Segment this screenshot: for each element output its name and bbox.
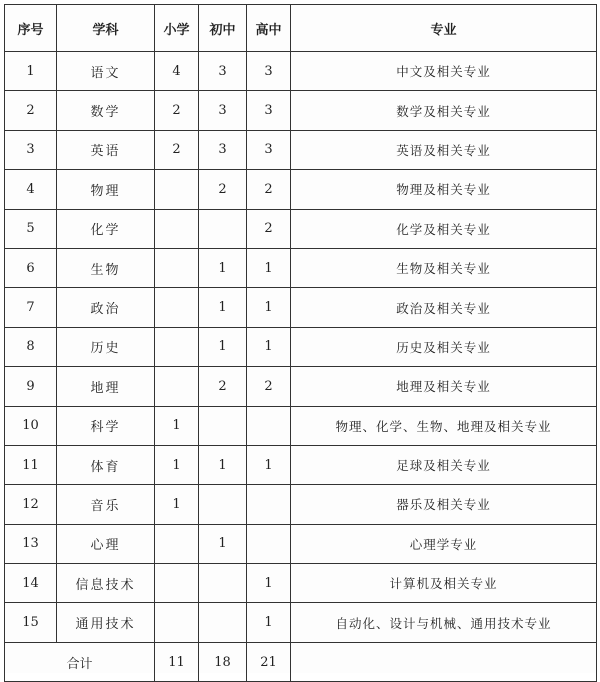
cell-index: 10 — [5, 406, 57, 445]
cell-subject: 地理 — [57, 367, 155, 406]
cell-subject: 科学 — [57, 406, 155, 445]
cell-junior: 1 — [199, 445, 247, 484]
cell-major: 心理学专业 — [291, 524, 597, 563]
cell-senior: 1 — [247, 445, 291, 484]
cell-subject: 化学 — [57, 209, 155, 248]
cell-primary — [155, 564, 199, 603]
cell-senior: 2 — [247, 170, 291, 209]
cell-major: 物理及相关专业 — [291, 170, 597, 209]
cell-major: 足球及相关专业 — [291, 445, 597, 484]
cell-index: 15 — [5, 603, 57, 642]
table-row — [5, 564, 597, 603]
cell-senior: 1 — [247, 248, 291, 287]
cell-primary — [155, 209, 199, 248]
cell-senior: 3 — [247, 130, 291, 169]
table-row — [5, 367, 597, 406]
cell-junior: 3 — [199, 130, 247, 169]
header-major: 专业 — [291, 5, 597, 52]
cell-major: 数学及相关专业 — [291, 91, 597, 130]
cell-senior: 1 — [247, 603, 291, 642]
cell-senior — [247, 485, 291, 524]
cell-index: 7 — [5, 288, 57, 327]
table-row — [5, 406, 597, 445]
cell-primary — [155, 248, 199, 287]
cell-subject: 语文 — [57, 52, 155, 91]
cell-primary: 1 — [155, 445, 199, 484]
cell-junior: 1 — [199, 288, 247, 327]
cell-index: 1 — [5, 52, 57, 91]
cell-primary — [155, 327, 199, 366]
total-primary: 11 — [155, 642, 199, 681]
cell-subject: 通用技术 — [57, 603, 155, 642]
cell-major: 器乐及相关专业 — [291, 485, 597, 524]
total-senior: 21 — [247, 642, 291, 681]
cell-junior: 3 — [199, 52, 247, 91]
cell-primary — [155, 170, 199, 209]
cell-index: 8 — [5, 327, 57, 366]
cell-index: 11 — [5, 445, 57, 484]
cell-major: 自动化、设计与机械、通用技术专业 — [291, 603, 597, 642]
cell-major: 历史及相关专业 — [291, 327, 597, 366]
header-senior: 高中 — [247, 5, 291, 52]
cell-senior — [247, 524, 291, 563]
cell-primary — [155, 288, 199, 327]
cell-junior — [199, 406, 247, 445]
header-junior: 初中 — [199, 5, 247, 52]
cell-major: 地理及相关专业 — [291, 367, 597, 406]
cell-index: 2 — [5, 91, 57, 130]
cell-senior: 1 — [247, 288, 291, 327]
cell-primary: 1 — [155, 406, 199, 445]
table-row — [5, 209, 597, 248]
cell-index: 9 — [5, 367, 57, 406]
table-body — [5, 52, 597, 643]
table-footer — [5, 642, 597, 681]
cell-subject: 生物 — [57, 248, 155, 287]
table-row — [5, 603, 597, 642]
cell-subject: 数学 — [57, 91, 155, 130]
table-row — [5, 485, 597, 524]
table-row — [5, 524, 597, 563]
header-row — [5, 5, 597, 52]
cell-subject: 心理 — [57, 524, 155, 563]
cell-index: 3 — [5, 130, 57, 169]
cell-subject: 物理 — [57, 170, 155, 209]
header-subject: 学科 — [57, 5, 155, 52]
table-header — [5, 5, 597, 52]
cell-junior — [199, 209, 247, 248]
cell-senior — [247, 406, 291, 445]
cell-index: 14 — [5, 564, 57, 603]
cell-junior — [199, 564, 247, 603]
cell-subject: 历史 — [57, 327, 155, 366]
cell-junior — [199, 485, 247, 524]
cell-major: 生物及相关专业 — [291, 248, 597, 287]
cell-index: 6 — [5, 248, 57, 287]
cell-primary — [155, 367, 199, 406]
header-index: 序号 — [5, 5, 57, 52]
cell-senior: 2 — [247, 209, 291, 248]
cell-senior: 1 — [247, 564, 291, 603]
cell-major: 物理、化学、生物、地理及相关专业 — [291, 406, 597, 445]
cell-subject: 体育 — [57, 445, 155, 484]
table-row — [5, 170, 597, 209]
cell-junior: 2 — [199, 367, 247, 406]
cell-major: 政治及相关专业 — [291, 288, 597, 327]
total-row — [5, 642, 597, 681]
cell-subject: 政治 — [57, 288, 155, 327]
cell-primary — [155, 524, 199, 563]
cell-senior: 3 — [247, 91, 291, 130]
cell-senior: 3 — [247, 52, 291, 91]
table-row — [5, 248, 597, 287]
cell-primary: 4 — [155, 52, 199, 91]
cell-junior: 1 — [199, 524, 247, 563]
total-major — [291, 642, 597, 681]
cell-major: 计算机及相关专业 — [291, 564, 597, 603]
total-junior: 18 — [199, 642, 247, 681]
cell-junior: 1 — [199, 327, 247, 366]
cell-senior: 1 — [247, 327, 291, 366]
subject-quota-table — [4, 4, 597, 682]
cell-subject: 英语 — [57, 130, 155, 169]
cell-primary: 2 — [155, 130, 199, 169]
table-row — [5, 445, 597, 484]
cell-major: 化学及相关专业 — [291, 209, 597, 248]
cell-primary: 2 — [155, 91, 199, 130]
cell-index: 13 — [5, 524, 57, 563]
cell-junior: 1 — [199, 248, 247, 287]
cell-index: 4 — [5, 170, 57, 209]
cell-major: 中文及相关专业 — [291, 52, 597, 91]
cell-index: 12 — [5, 485, 57, 524]
cell-junior: 2 — [199, 170, 247, 209]
cell-junior: 3 — [199, 91, 247, 130]
cell-junior — [199, 603, 247, 642]
cell-major: 英语及相关专业 — [291, 130, 597, 169]
table-row — [5, 288, 597, 327]
cell-subject: 信息技术 — [57, 564, 155, 603]
table-row — [5, 52, 597, 91]
cell-subject: 音乐 — [57, 485, 155, 524]
table-row — [5, 327, 597, 366]
cell-index: 5 — [5, 209, 57, 248]
total-label: 合计 — [5, 642, 155, 681]
cell-primary — [155, 603, 199, 642]
document-sheet — [4, 4, 596, 673]
cell-primary: 1 — [155, 485, 199, 524]
cell-senior: 2 — [247, 367, 291, 406]
table-row — [5, 91, 597, 130]
table-row — [5, 130, 597, 169]
header-primary: 小学 — [155, 5, 199, 52]
